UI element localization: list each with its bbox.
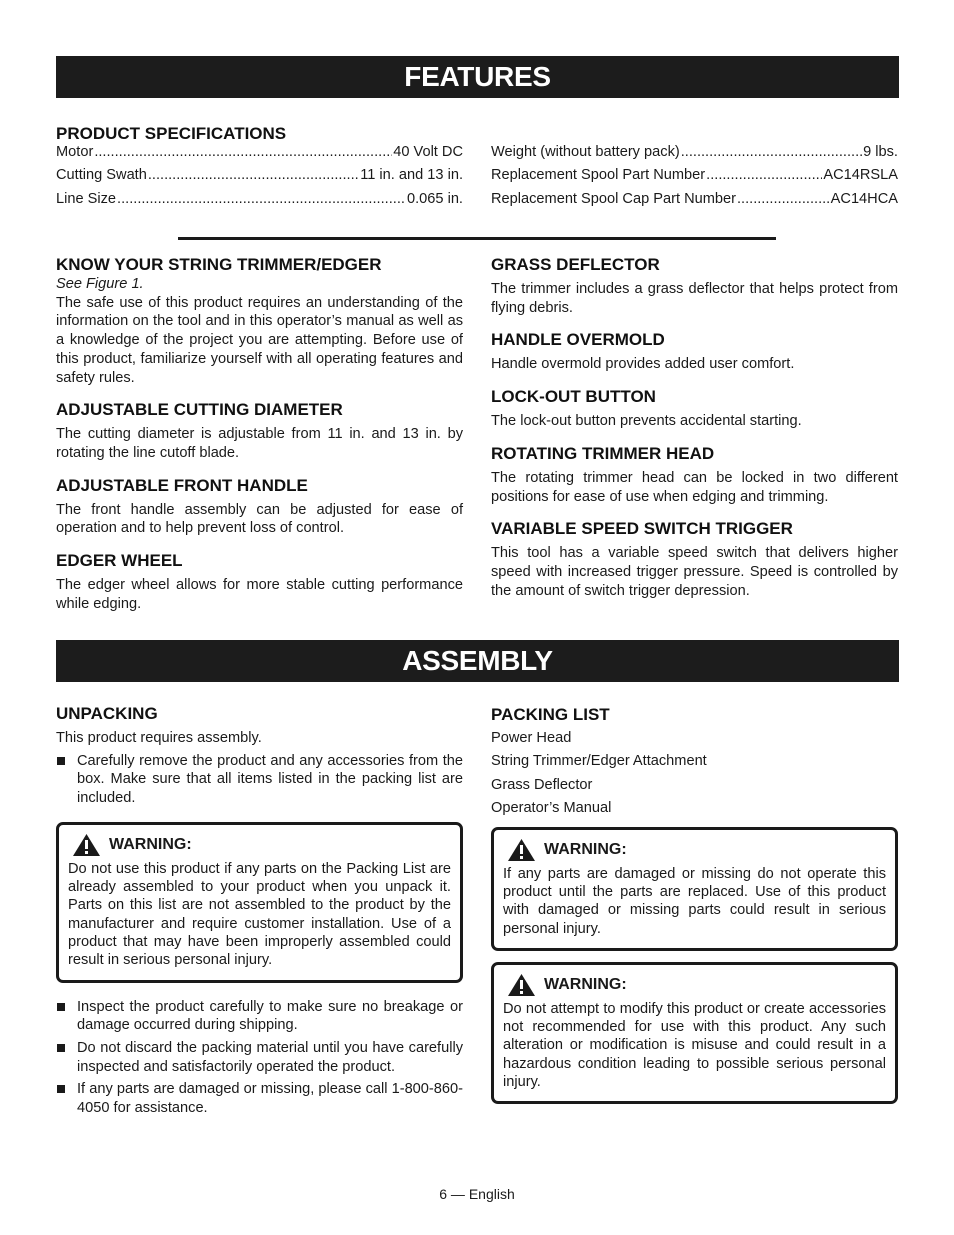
warning-box-missing-parts xyxy=(491,827,898,951)
dot-leader xyxy=(94,143,392,162)
lock-out-button-heading: LOCK-OUT BUTTON xyxy=(491,387,656,407)
see-figure-note: See Figure 1. xyxy=(56,276,144,292)
handle-overmold-heading: HANDLE OVERMOLD xyxy=(491,330,665,350)
bullet-square-icon xyxy=(57,1003,65,1011)
dot-leader xyxy=(117,190,406,209)
unpacking-intro: This product requires assembly. xyxy=(56,730,262,746)
assembly-right-column xyxy=(491,705,898,1104)
bullet-square-icon xyxy=(57,1044,65,1052)
list-item: Inspect the product carefully to make sure no breakage or damage occurred during shipping. xyxy=(56,998,463,1035)
product-specs-right xyxy=(491,143,898,213)
spec-label: Replacement Spool Part Number xyxy=(491,167,706,184)
adjustable-cutting-diameter-heading: ADJUSTABLE CUTTING DIAMETER xyxy=(56,400,343,420)
list-item: Grass Deflector xyxy=(491,776,593,793)
spec-row xyxy=(491,143,898,166)
spec-label: Weight (without battery pack) xyxy=(491,144,680,160)
adjustable-front-handle-body: The front handle assembly can be adjusted for ease of operation and to help prevent loss of control. xyxy=(56,501,463,537)
know-your-trimmer-heading: KNOW YOUR STRING TRIMMER/EDGER xyxy=(56,255,382,274)
spec-label: Line Size xyxy=(56,190,117,207)
rotating-trimmer-head-heading: ROTATING TRIMMER HEAD xyxy=(491,443,715,463)
page-footer: 6 — English xyxy=(439,1186,515,1202)
spec-value: 9 lbs. xyxy=(863,144,898,160)
product-specs-heading: PRODUCT SPECIFICATIONS xyxy=(56,124,287,143)
spec-label: Motor xyxy=(56,144,94,160)
spec-label: Replacement Spool Cap Part Number xyxy=(491,190,736,207)
packing-list xyxy=(491,727,898,821)
warning-body: Do not attempt to modify this product or create accessories not recommended for use with this product. Any such alteration or modification is misuse and could result in a hazardous condition leading to possible serious personal injury. xyxy=(503,1000,886,1090)
spec-label: Cutting Swath xyxy=(56,167,147,184)
spec-row xyxy=(56,190,463,213)
edger-wheel-heading: EDGER WHEEL xyxy=(56,551,183,571)
warning-triangle-icon xyxy=(507,973,536,997)
adjustable-front-handle-heading: ADJUSTABLE FRONT HANDLE xyxy=(56,475,308,495)
list-item: If any parts are damaged or missing, please call 1-800-860-4050 for assistance. xyxy=(56,1080,463,1117)
warning-title: WARNING: xyxy=(544,840,627,858)
dot-leader xyxy=(706,166,822,185)
rotating-trimmer-head-body: The rotating trimmer head can be locked in two different positions for ease of use when edging and trimming. xyxy=(491,469,898,505)
variable-speed-trigger-heading: VARIABLE SPEED SWITCH TRIGGER xyxy=(491,519,793,539)
warning-body: Do not use this product if any parts on the Packing List are already assembled to your product when you unpack it. Parts on this list are not assembled to the product by the manufacturer and require customer installation. Use of a product that may have been improperly assembled could result in serious personal injury. xyxy=(68,860,451,969)
variable-speed-trigger-body: This tool has a variable speed switch that delivers higher speed with increased trigger pressure. Speed is controlled by the amount of switch trigger depression. xyxy=(491,545,898,599)
spec-value: 11 in. and 13 in. xyxy=(360,167,463,184)
grass-deflector-body: The trimmer includes a grass deflector that helps protect from flying debris. xyxy=(491,281,898,316)
features-left-column xyxy=(56,255,463,626)
bullet-square-icon xyxy=(57,1085,65,1093)
product-specs-left xyxy=(56,124,463,213)
spec-value: AC14HCA xyxy=(830,190,898,207)
bullet-square-icon xyxy=(57,757,65,765)
dot-leader xyxy=(681,143,862,162)
list-item: Carefully remove the product and any accessories from the box. Make sure that all items listed in the packing list are included. xyxy=(56,752,463,808)
spec-value: AC14RSLA xyxy=(823,167,898,184)
warning-title: WARNING: xyxy=(544,975,627,993)
warning-box-unpacking xyxy=(56,822,463,983)
list-item: Power Head xyxy=(491,730,572,746)
unpacking-bullets-top xyxy=(56,752,463,808)
spec-row xyxy=(491,166,898,189)
spec-row xyxy=(56,166,463,189)
unpacking-heading: UNPACKING xyxy=(56,704,158,723)
assembly-banner: ASSEMBLY xyxy=(56,640,899,682)
spec-value: 40 Volt DC xyxy=(393,144,463,160)
warning-triangle-icon xyxy=(507,838,536,862)
warning-triangle-icon xyxy=(72,833,101,857)
features-banner: FEATURES xyxy=(56,56,899,98)
section-divider xyxy=(178,237,776,240)
handle-overmold-body: Handle overmold provides added user comfort. xyxy=(491,356,795,373)
know-your-trimmer-body: The safe use of this product requires an understanding of the information on the tool and in this operator’s manual as well as a knowledge of the project you are attempting. Before use of this product, familiarize yourself with all operating features and safety rules. xyxy=(56,294,463,386)
list-item: String Trimmer/Edger Attachment xyxy=(491,753,707,770)
dot-leader xyxy=(148,166,359,185)
warning-body: If any parts are damaged or missing do not operate this product until the parts are replaced. Use of this product with damaged or missing parts could result in serious personal injury. xyxy=(503,865,886,937)
warning-box-modify xyxy=(491,962,898,1104)
edger-wheel-body: The edger wheel allows for more stable cutting performance while edging. xyxy=(56,577,463,612)
unpacking-bullets-bottom xyxy=(56,998,463,1118)
spec-row xyxy=(491,190,898,213)
adjustable-cutting-diameter-body: The cutting diameter is adjustable from 11 in. and 13 in. by rotating the line cutoff blade. xyxy=(56,426,463,461)
warning-title: WARNING: xyxy=(109,835,192,853)
spec-value: 0.065 in. xyxy=(407,190,463,207)
list-item: Operator’s Manual xyxy=(491,800,612,817)
packing-list-heading: PACKING LIST xyxy=(491,705,610,724)
grass-deflector-heading: GRASS DEFLECTOR xyxy=(491,255,660,274)
features-right-column xyxy=(491,255,898,613)
dot-leader xyxy=(737,190,830,209)
list-item: Do not discard the packing material until you have carefully inspected and satisfactorily operated the product. xyxy=(56,1039,463,1076)
spec-row xyxy=(56,143,463,166)
lock-out-button-body: The lock-out button prevents accidental starting. xyxy=(491,413,802,430)
assembly-left-column xyxy=(56,704,463,1122)
